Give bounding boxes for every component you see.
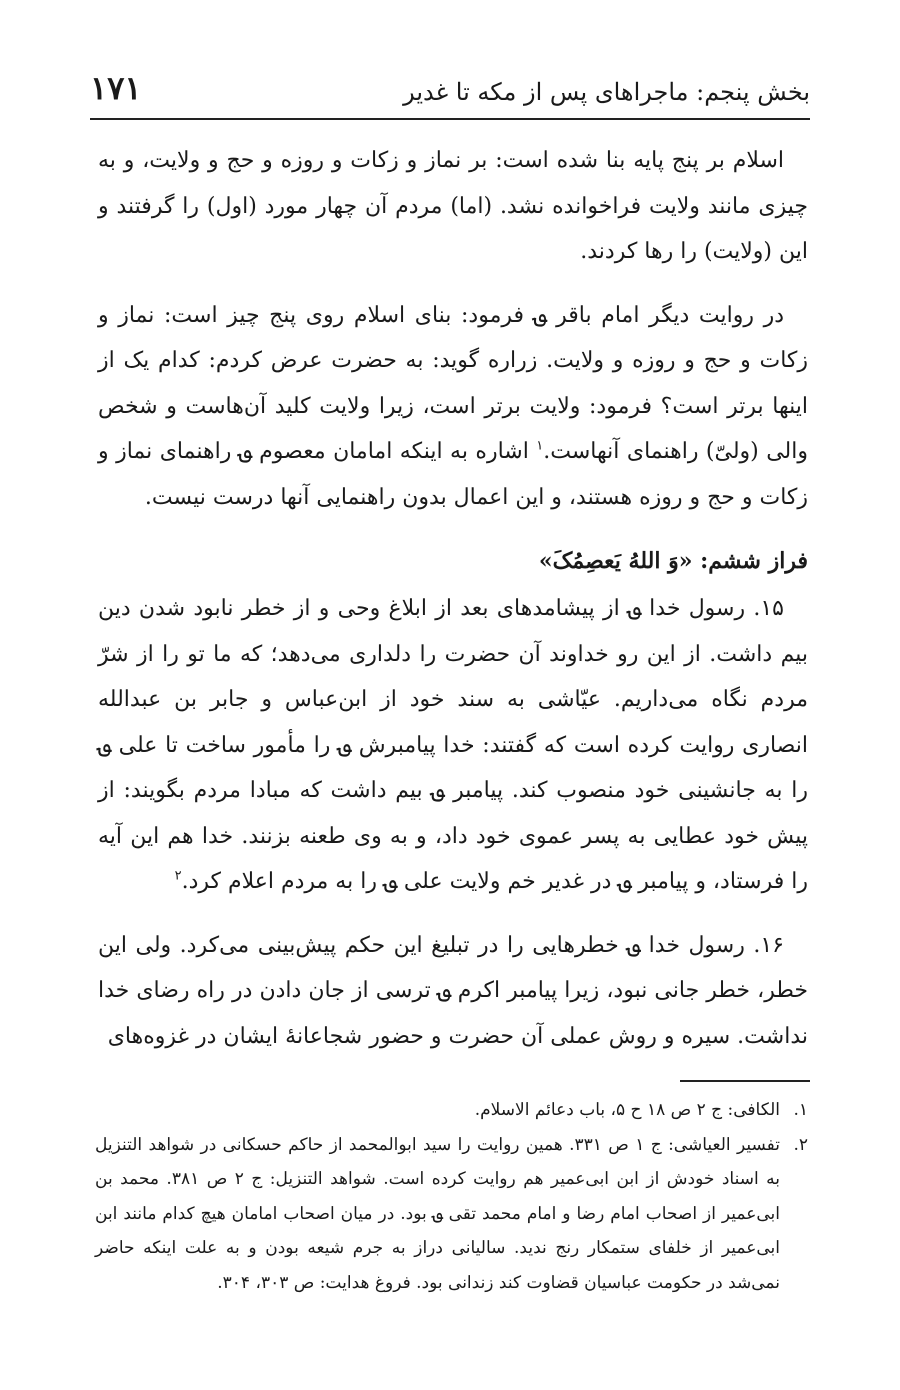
body-text <box>98 138 808 1059</box>
paragraph-2-rest: اشاره به اینکه امامان معصوم ؈ راهنمای نماز و زکات و حج و روزه هستند، و این اعمال بدون راهنمایی آنها درست نیست. <box>98 439 808 510</box>
paragraph-15-text: ۱۵. رسول خدا ؈ از پیشامدهای بعد از ابلاغ وحی و از خطر نابود شدن دین بیم داشت. از این رو خداوند آن حضرت را دلداری می‌دهد؛ که ما تو را از شرّ مردم نگاه می‌داریم. عیّاشی به سند خود از ابن‌عباس و جابر بن عبدالله انصاری روایت کرده است که گفتند: خدا پیامبرش ؈ را مأمور ساخت تا علی ؈ را به جانشینی خود منصوب کند. پیامبر ؈ بیم داشت که مبادا مردم بگویند: از پیش خود عطایی به پسر عموی خود داد، و به وی طعنه بزنند. خدا هم این آیه را فرستاد، و پیامبر ؈ در غدیر خم ولایت علی ؈ را به مردم اعلام کرد. <box>98 596 808 894</box>
footnote-2-number: ۲. <box>793 1134 808 1155</box>
paragraph-16: ۱۶. رسول خدا ؈ خطرهایی را در تبلیغ این حکم پیش‌بینی می‌کرد. ولی این خطر، خطر جانی نبود، زیرا پیامبر اکرم ؈ ترسی از جان دادن در راه رضای خدا نداشت. سیره و روش عملی آن حضرت و حضور شجاعانهٔ ایشان در غزوه‌های <box>98 932 808 1049</box>
page-header <box>90 62 810 120</box>
section-heading: فراز ششم: «وَ اللهُ یَعصِمُکَ» <box>538 548 808 574</box>
paragraph-2-text: در روایت دیگر امام باقر ؈ فرمود: بنای اسلام روی پنج چیز است: نماز و زکات و حج و روزه و ولایت. زراره گوید: به حضرت عرض کردم: کدام یک از اینها برتر است؟ فرمود: ولایت برتر است، زیرا ولایت کلید آن‌هاست و شخص والی (ولیّ) راهنمای آنهاست. <box>98 302 808 464</box>
footnote-1-number: ۱. <box>793 1100 808 1120</box>
footnote-1 <box>95 1093 808 1128</box>
footnote-1-text: الکافی: ج ۲ ص ۱۸ ح ۵، باب دعائم الاسلام. <box>474 1100 780 1120</box>
paragraph-15 <box>98 586 808 905</box>
paragraph-1: اسلام بر پنج پایه بنا شده است: بر نماز و زکات و روزه و حج و ولایت، و به چیزی مانند ولایت فراخوانده نشد. (اما) مردم آن چهار مورد (اول) را گرفتند و این (ولایت) را رها کردند. <box>98 148 808 264</box>
footnote-divider <box>680 1080 810 1082</box>
paragraph-2 <box>98 293 808 521</box>
footnote-ref-1[interactable]: ۱ <box>536 438 544 454</box>
footnote-2 <box>95 1128 808 1301</box>
footnote-ref-2[interactable]: ۲ <box>174 868 182 884</box>
page-number: ۱۷۱ <box>90 69 142 107</box>
footnote-2-text: تفسیر العیاشی: ج ۱ ص ۳۳۱. همین روایت را سید ابوالمحمد از حاکم حسکانی در شواهد التنزیل به اسناد خودش از ابن ابی‌عمیر هم روایت کرده است. شواهد التنزیل: ج ۲ ص ۳۸۱. محمد بن ابی‌عمیر از اصحاب امام رضا و امام محمد تقی ؈ بود. در میان اصحاب امامان هیچ کدام مانند ابن ابی‌عمیر از خلفای ستمکار رنج ندید. سالیانی دراز به جرم شیعه بودن و به علت اینکه حاضر نمی‌شد در حکومت عباسیان قضاوت کند زندانی بود. فروغ هدایت: ص ۳۰۳، ۳۰۴. <box>95 1134 781 1293</box>
running-title: بخش پنجم: ماجراهای پس از مکه تا غدیر <box>403 78 810 106</box>
footnotes <box>95 1093 808 1300</box>
